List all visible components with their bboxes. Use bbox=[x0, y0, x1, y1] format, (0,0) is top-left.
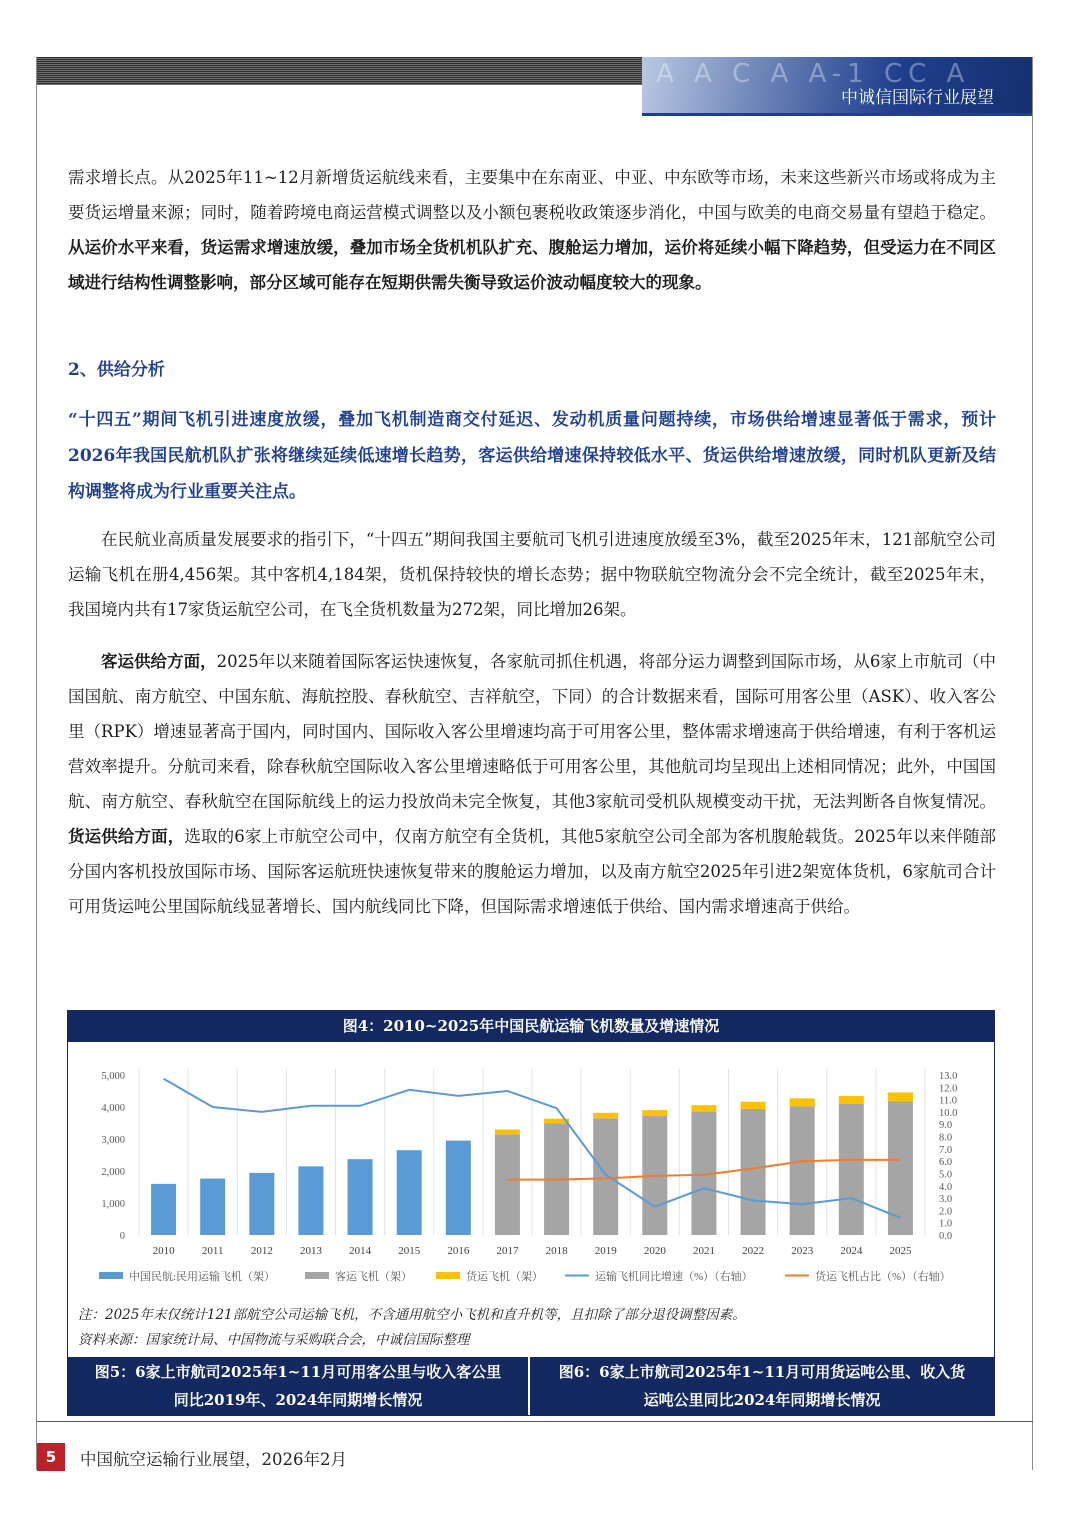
paragraph-demand-bold: 从运价水平来看，货运需求增速放缓，叠加市场全货机机队扩充、腹舱运力增加，运价将延续小幅下降趋势，但受运力在不同区域进行结构性调整影响，部分区域可能存在短期供需失衡导致运价波动幅度较大的现象。 bbox=[68, 238, 996, 292]
legend-swatch bbox=[305, 1272, 329, 1279]
bar-passenger bbox=[741, 1109, 766, 1235]
figure-4-box bbox=[67, 1010, 995, 1416]
legend-label: 货运飞机占比（%）（右轴） bbox=[815, 1271, 951, 1283]
figure-4-note: 注：2025年末仅统计121部航空公司运输飞机，不含通用航空小飞机和直升机等，且扣除了部分退役调整因素。 bbox=[78, 1307, 746, 1323]
x-tick-label: 2015 bbox=[398, 1245, 421, 1257]
header-rule bbox=[642, 113, 1032, 116]
page-border-right bbox=[1032, 57, 1033, 1470]
figure-5-title-line1: 图5：6家上市航司2025年1~11月可用客公里与收入客公里 bbox=[94, 1363, 502, 1381]
header-brand-block bbox=[642, 57, 1032, 113]
chart-svg bbox=[69, 1045, 992, 1307]
page-number: 5 bbox=[37, 1443, 65, 1471]
passenger-supply-lead: 客运供给方面， bbox=[101, 652, 217, 671]
figure-6-title bbox=[530, 1357, 994, 1416]
page-border-left bbox=[36, 57, 37, 1470]
y-right-tick-label: 3.0 bbox=[939, 1194, 953, 1206]
figure-4-source: 资料来源：国家统计局、中国物流与采购联合会，中诚信国际整理 bbox=[78, 1332, 470, 1348]
bar-cargo bbox=[593, 1113, 618, 1119]
bar-civil-transport bbox=[200, 1179, 225, 1235]
section-summary bbox=[68, 402, 996, 510]
bar-civil-transport bbox=[298, 1166, 323, 1235]
x-tick-label: 2011 bbox=[201, 1245, 224, 1257]
x-tick-label: 2025 bbox=[889, 1245, 912, 1257]
y-left-tick-label: 0 bbox=[119, 1231, 125, 1242]
bar-civil-transport bbox=[249, 1173, 274, 1235]
y-right-tick-label: 11.0 bbox=[939, 1095, 957, 1107]
y-right-tick-label: 0.0 bbox=[939, 1231, 953, 1242]
bar-cargo bbox=[691, 1105, 716, 1111]
bar-cargo bbox=[495, 1130, 520, 1135]
paragraph-demand-text: 需求增长点。从2025年11~12月新增货运航线来看，主要集中在东南亚、中亚、中东欧等市场，未来这些新兴市场或将成为主要货运增量来源；同时，随着跨境电商运营模式调整以及小额包裹税收政策逐步消化，中国与欧美的电商交易量有望趋于稳定。 bbox=[68, 168, 996, 222]
paragraph-fleet-text: 在民航业高质量发展要求的指引下，“十四五”期间我国主要航司飞机引进速度放缓至3%，截至2025年末，121部航空公司运输飞机在册4,456架。其中客机4,184架，货机保持较快的增长态势；据中物联航空物流分会不完全统计，截至2025年末，我国境内共有17家货运航空公司，在飞全货机数量为272架，同比增加26架。 bbox=[68, 530, 996, 619]
x-tick-label: 2023 bbox=[791, 1245, 814, 1257]
legend-swatch bbox=[99, 1272, 123, 1279]
bar-civil-transport bbox=[397, 1150, 422, 1235]
bar-cargo bbox=[790, 1098, 815, 1106]
x-tick-label: 2014 bbox=[349, 1245, 372, 1257]
figure-6-title-line1: 图6：6家上市航司2025年1~11月可用货运吨公里、收入货 bbox=[558, 1363, 966, 1381]
y-right-tick-label: 9.0 bbox=[939, 1120, 953, 1132]
bar-cargo bbox=[741, 1102, 766, 1109]
legend-label: 客运飞机（架） bbox=[335, 1271, 412, 1283]
paragraph-demand bbox=[68, 160, 996, 300]
y-left-tick-label: 2,000 bbox=[101, 1167, 125, 1178]
bar-cargo bbox=[642, 1110, 667, 1116]
y-right-tick-label: 12.0 bbox=[939, 1083, 958, 1095]
y-right-tick-label: 2.0 bbox=[939, 1206, 953, 1218]
section-title: 2、供给分析 bbox=[68, 360, 165, 380]
x-tick-label: 2017 bbox=[496, 1245, 519, 1257]
y-left-tick-label: 5,000 bbox=[101, 1071, 125, 1082]
x-tick-label: 2016 bbox=[447, 1245, 470, 1257]
paragraph-supply bbox=[68, 644, 996, 924]
y-right-tick-label: 5.0 bbox=[939, 1169, 953, 1181]
bar-passenger bbox=[495, 1134, 520, 1235]
bar-civil-transport bbox=[151, 1184, 176, 1235]
y-right-tick-label: 4.0 bbox=[939, 1181, 953, 1193]
bar-passenger bbox=[790, 1106, 815, 1235]
footer-rule bbox=[37, 1421, 1033, 1422]
cargo-supply-text: 选取的6家上市航空公司中，仅南方航空有全货机，其他5家航空公司全部为客机腹舱载货。2025年以来伴随部分国内客机投放国际市场、国际客运航班快速恢复带来的腹舱运力增加，以及南方航空2025年引进2架宽体货机，6家航司合计可用货运吨公里国际航线显著增长、国内航线同比下降，但国际需求增速低于供给、国内需求增速高于供给。 bbox=[68, 827, 997, 916]
header-decor-letters: A A C A A-1 CC A bbox=[656, 59, 971, 89]
y-right-tick-label: 6.0 bbox=[939, 1157, 953, 1169]
y-left-tick-label: 4,000 bbox=[101, 1103, 125, 1114]
cargo-supply-lead: 货运供给方面， bbox=[68, 827, 185, 846]
passenger-supply-text: 2025年以来随着国际客运快速恢复，各家航司抓住机遇，将部分运力调整到国际市场，从6家上市航司（中国国航、南方航空、中国东航、海航控股、春秋航空、吉祥航空，下同）的合计数据来看，国际可用客公里（ASK）、收入客公里（RPK）增速显著高于国内，同时国内、国际收入客公里增速均高于可用客公里，整体需求增速高于供给增速，有利于客机运营效率提升。分航司来看，除春秋航空国际收入客公里增速略低于可用客公里，其他航司均呈现出上述相同情况；此外，中国国航、南方航空、春秋航空在国际航线上的运力投放尚未完全恢复，其他3家航司受机队规模变动干扰，无法判断各自恢复情况。 bbox=[68, 652, 996, 811]
header-stripe-band bbox=[37, 57, 642, 85]
figure-6-title-line2: 运吨公里同比2024年同期增长情况 bbox=[643, 1391, 881, 1409]
figure-4-title: 图4：2010~2025年中国民航运输飞机数量及增速情况 bbox=[68, 1011, 994, 1042]
x-tick-label: 2018 bbox=[545, 1245, 568, 1257]
bar-cargo bbox=[888, 1092, 913, 1101]
paragraph-fleet bbox=[68, 522, 996, 627]
x-tick-label: 2013 bbox=[299, 1245, 322, 1257]
figure-5-title-line2: 同比2019年、2024年同期增长情况 bbox=[173, 1391, 423, 1409]
legend-label: 货运飞机（架） bbox=[466, 1271, 543, 1283]
x-tick-label: 2022 bbox=[742, 1245, 765, 1257]
x-tick-label: 2020 bbox=[643, 1245, 666, 1257]
bar-passenger bbox=[593, 1118, 618, 1235]
bar-cargo bbox=[839, 1096, 864, 1104]
y-right-tick-label: 8.0 bbox=[939, 1132, 953, 1144]
y-right-tick-label: 1.0 bbox=[939, 1218, 953, 1230]
legend-label: 运输飞机同比增速（%）（右轴） bbox=[595, 1271, 753, 1283]
figure-5-title bbox=[68, 1357, 528, 1416]
x-tick-label: 2012 bbox=[250, 1245, 273, 1257]
y-right-tick-label: 7.0 bbox=[939, 1144, 953, 1156]
x-tick-label: 2019 bbox=[594, 1245, 617, 1257]
x-tick-label: 2024 bbox=[840, 1245, 863, 1257]
y-left-tick-label: 3,000 bbox=[101, 1135, 125, 1146]
y-left-tick-label: 1,000 bbox=[101, 1199, 125, 1210]
figure-4-chart bbox=[69, 1045, 992, 1307]
x-tick-label: 2010 bbox=[152, 1245, 175, 1257]
header-brand-title: 中诚信国际行业展望 bbox=[841, 88, 994, 108]
bar-passenger bbox=[839, 1104, 864, 1235]
y-right-tick-label: 13.0 bbox=[939, 1071, 958, 1082]
x-tick-label: 2021 bbox=[692, 1245, 715, 1257]
bar-civil-transport bbox=[446, 1141, 471, 1235]
footer-title: 中国航空运输行业展望，2026年2月 bbox=[80, 1450, 347, 1469]
bar-civil-transport bbox=[348, 1159, 373, 1235]
summary-text: “十四五”期间飞机引进速度放缓，叠加飞机制造商交付延迟、发动机质量问题持续，市场供给增速显著低于需求，预计2026年我国民航机队扩张将继续延续低速增长趋势，客运供给增速保持较低水平、货运供给增速放缓，同时机队更新及结构调整将成为行业重要关注点。 bbox=[68, 410, 996, 502]
legend-swatch bbox=[436, 1272, 460, 1279]
figure-4-notes bbox=[78, 1303, 746, 1353]
y-right-tick-label: 10.0 bbox=[939, 1107, 958, 1119]
legend-label: 中国民航:民用运输飞机（架） bbox=[129, 1271, 276, 1283]
